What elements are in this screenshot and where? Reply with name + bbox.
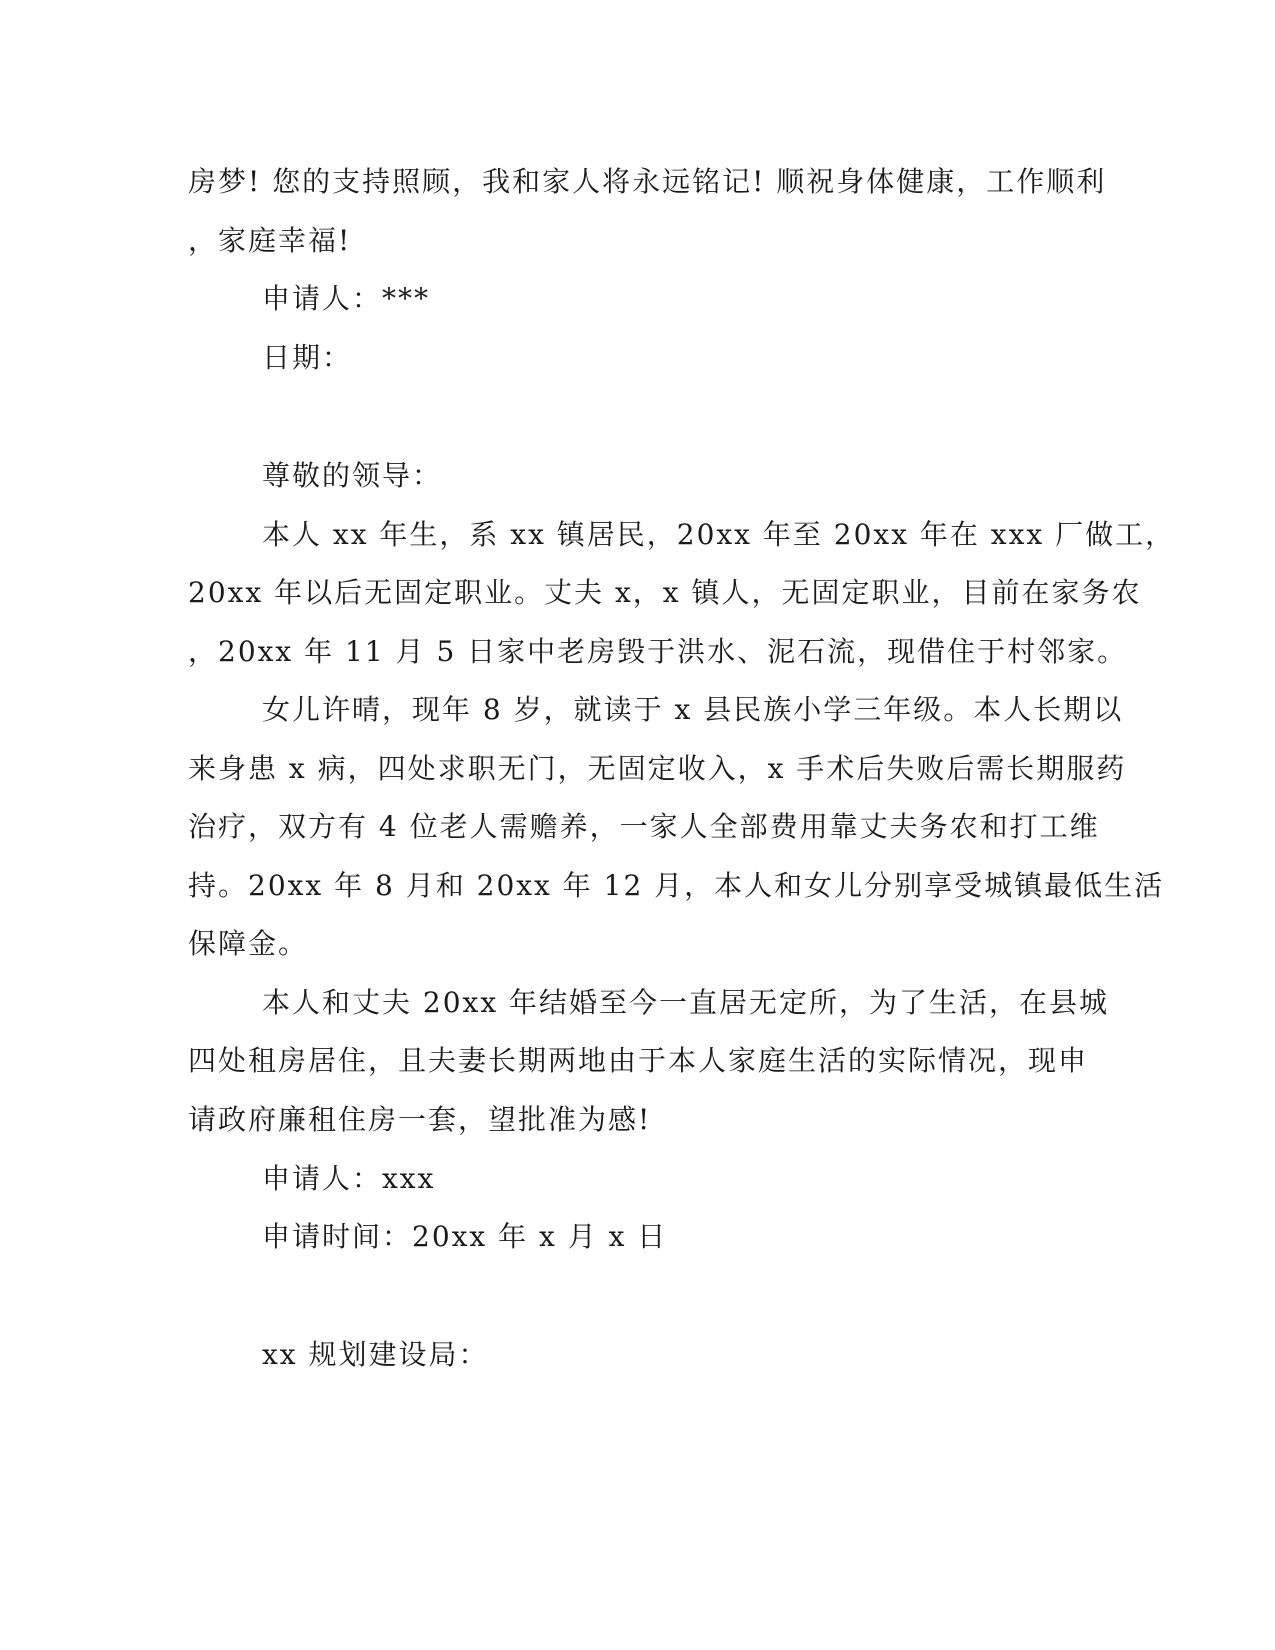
paragraph-line: 请政府廉租住房一套，望批准为感! (188, 1103, 652, 1136)
paragraph-line: ，20xx 年 11 月 5 日家中老房毁于洪水、泥石流，现借住于村邻家。 (188, 635, 1128, 668)
paragraph-line: 20xx 年以后无固定职业。丈夫 x，x 镇人，无固定职业，目前在家务农 (188, 576, 1142, 609)
paragraph-line: 四处租房居住，且夫妻长期两地由于本人家庭生活的实际情况，现申 (188, 1044, 1089, 1077)
applicant-signature: 申请人：xxx (262, 1162, 436, 1195)
applicant-signature: 申请人：*** (262, 282, 431, 315)
paragraph-line: 本人 xx 年生，系 xx 镇居民，20xx 年至 20xx 年在 xxx 厂做工， (262, 518, 1176, 551)
paragraph-line: 女儿许晴，现年 8 岁，就读于 x 县民族小学三年级。本人长期以 (262, 693, 1124, 726)
paragraph-line: 本人和丈夫 20xx 年结婚至今一直居无定所，为了生活，在县城 (262, 986, 1110, 1019)
salutation: xx 规划建设局： (262, 1338, 489, 1371)
paragraph-line: 治疗，双方有 4 位老人需赡养，一家人全部费用靠丈夫务农和打工维 (188, 810, 1100, 843)
paragraph-line: 持。20xx 年 8 月和 20xx 年 12 月，本人和女儿分别享受城镇最低生活 (188, 869, 1165, 902)
salutation: 尊敬的领导： (262, 459, 443, 492)
paragraph-line: ，家庭幸福! (188, 224, 352, 257)
paragraph-line: 保障金。 (188, 927, 309, 960)
paragraph-line: 房梦! 您的支持照顾，我和家人将永远铭记! 顺祝身体健康，工作顺利 (188, 165, 1107, 198)
date-line: 日期： (262, 341, 353, 374)
date-line: 申请时间：20xx 年 x 月 x 日 (262, 1220, 668, 1253)
paragraph-line: 来身患 x 病，四处求职无门，无固定收入，x 手术后失败后需长期服药 (188, 752, 1127, 785)
